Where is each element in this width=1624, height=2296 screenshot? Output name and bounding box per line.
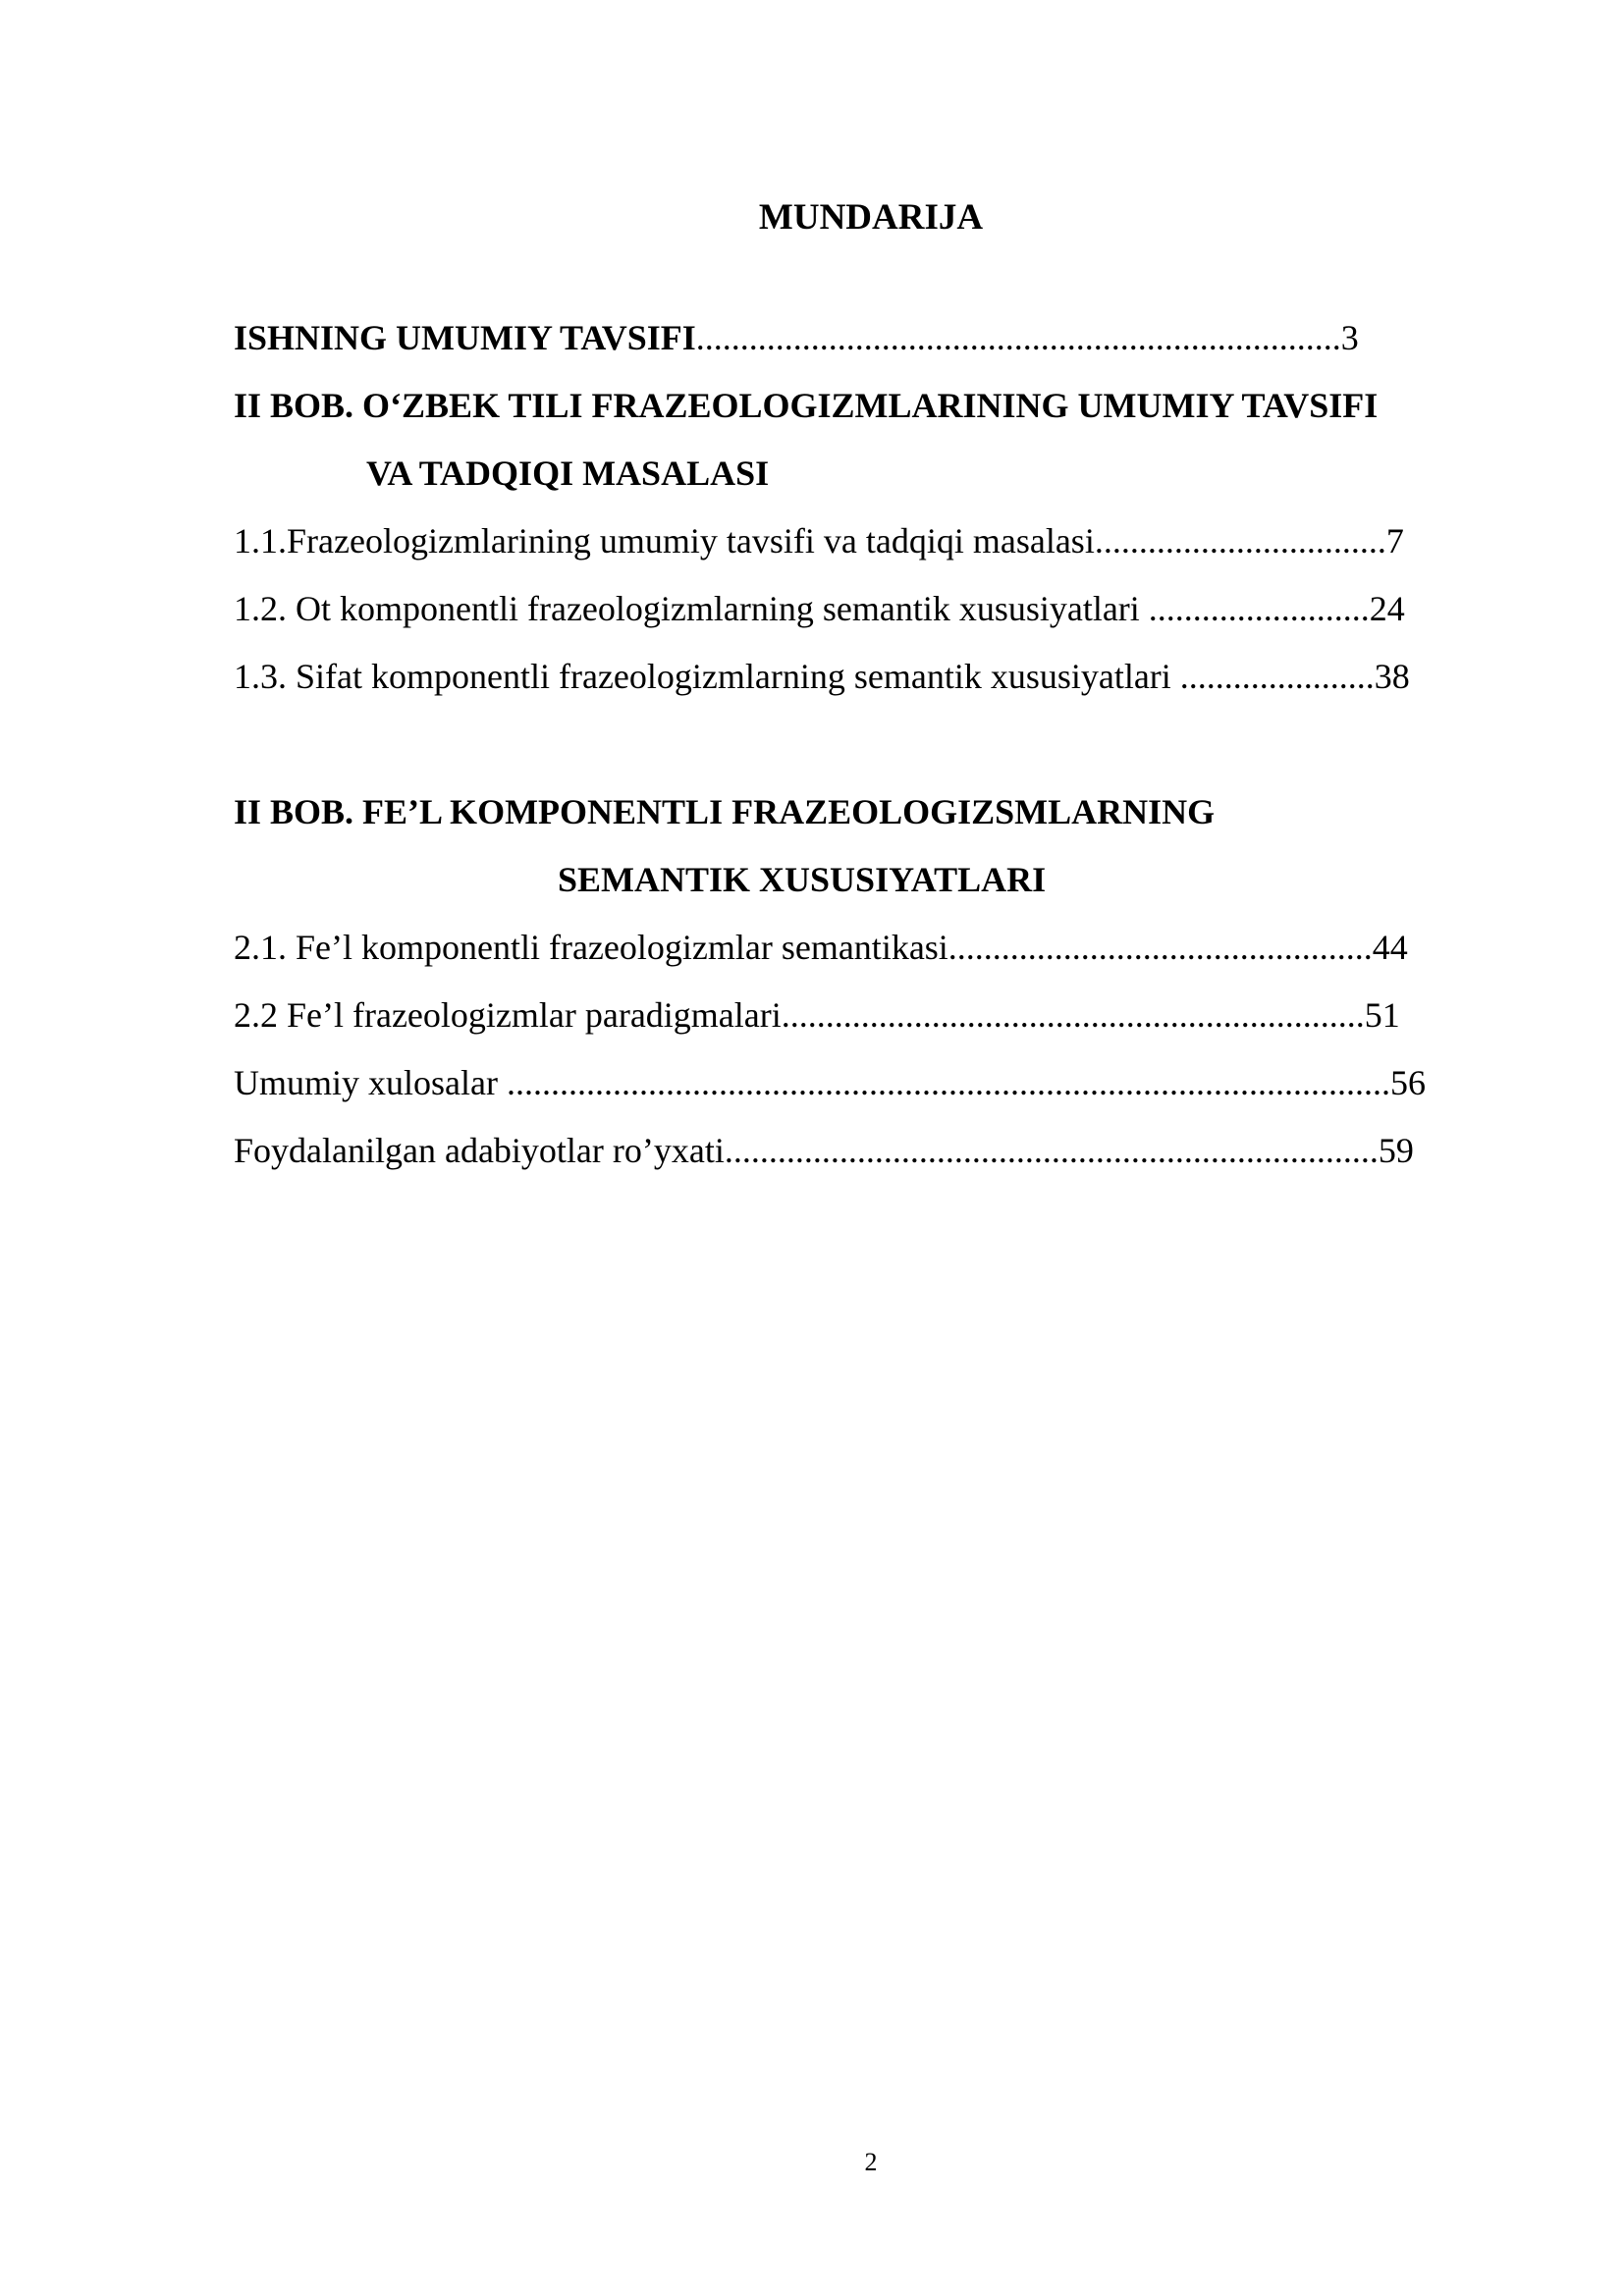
toc-entry-label: 1.1.Frazeologizmlarining umumiy tavsifi va tadqiqi masalasi.................................7 (234, 521, 1404, 561)
toc-entry-overview[interactable] (234, 304, 1520, 372)
page-title: MUNDARIJA (758, 197, 984, 238)
toc-chapter-heading-1-cont[interactable] (234, 440, 1520, 507)
table-of-contents (234, 304, 1520, 1185)
toc-entry-label: 2.1. Fe’l komponentli frazeologizmlar semantikasi................................................44 (234, 928, 1408, 967)
toc-chapter-heading-2-cont[interactable] (234, 846, 1520, 914)
toc-entry-label: 2.2 Fe’l frazeologizmlar paradigmalari..................................................................51 (234, 995, 1400, 1035)
toc-entry-label: 1.2. Ot komponentli frazeologizmlarning semantik xususiyatlari .........................24 (234, 589, 1405, 628)
chapter-heading-line: II BOB. FE’L KOMPONENTLI FRAZEOLOGIZSMLARNING (234, 792, 1216, 831)
toc-entry-leader: .........................................................................3 (695, 318, 1359, 357)
toc-chapter-heading-1[interactable] (234, 372, 1520, 440)
toc-entry-1-2[interactable] (234, 575, 1520, 643)
toc-entry-label: Foydalanilgan adabiyotlar ro’yxati..........................................................................59 (234, 1131, 1414, 1170)
spacer (234, 711, 1520, 778)
chapter-heading-line: VA TADQIQI MASALASI (366, 454, 770, 493)
toc-entry-1-1[interactable] (234, 507, 1520, 575)
chapter-heading-line: SEMANTIK XUSUSIYATLARI (558, 860, 1047, 899)
toc-entry-2-1[interactable] (234, 914, 1520, 982)
toc-entry-label: 1.3. Sifat komponentli frazeologizmlarning semantik xususiyatlari ......................38 (234, 657, 1410, 696)
toc-entry-label: Umumiy xulosalar ....................................................................................................56 (234, 1063, 1426, 1102)
toc-entry-label: ISHNING UMUMIY TAVSIFI (234, 318, 696, 357)
chapter-heading-line: II BOB. O‘ZBEK TILI FRAZEOLOGIZMLARINING UMUMIY TAVSIFI (234, 386, 1379, 425)
toc-entry-conclusions[interactable] (234, 1049, 1520, 1117)
toc-entry-1-3[interactable] (234, 643, 1520, 711)
toc-entry-references[interactable] (234, 1117, 1520, 1185)
page-number: 2 (864, 2148, 878, 2176)
toc-chapter-heading-2[interactable] (234, 778, 1520, 846)
toc-entry-2-2[interactable] (234, 982, 1520, 1049)
